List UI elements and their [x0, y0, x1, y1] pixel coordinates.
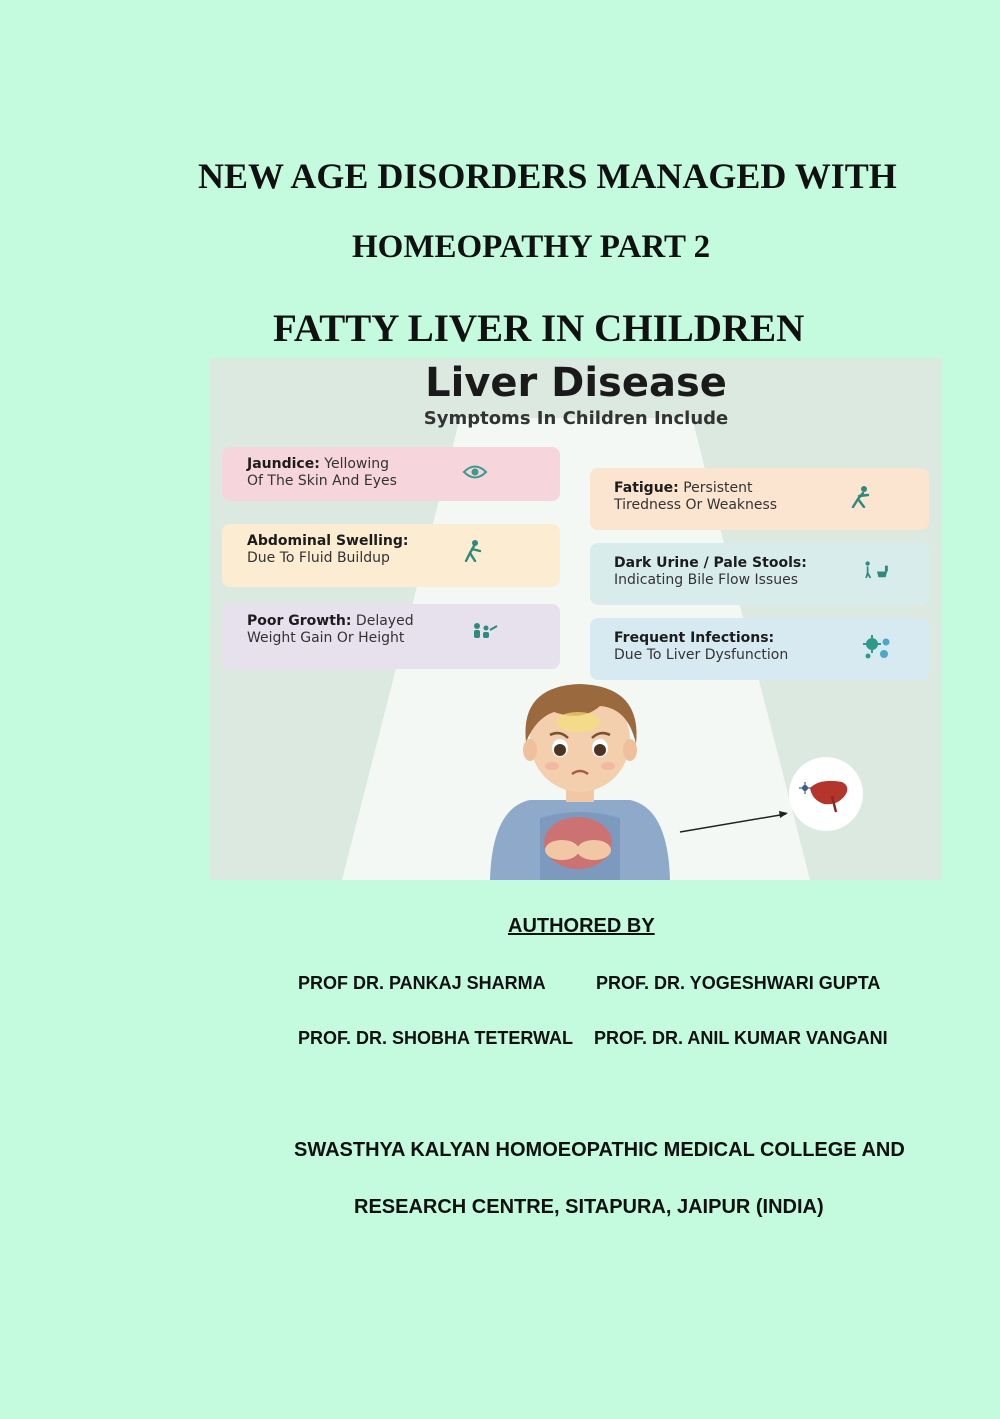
symptom-term: Dark Urine / Pale Stools: — [614, 555, 807, 571]
symptom-desc: Indicating Bile Flow Issues — [614, 572, 798, 588]
authored-by-heading: AUTHORED BY — [508, 915, 655, 937]
liver-disease-infographic — [210, 358, 942, 880]
symptom-card-poor-growth — [222, 604, 560, 669]
symptom-desc: Persistent — [678, 480, 753, 496]
symptom-desc: Due To Liver Dysfunction — [614, 647, 789, 663]
book-title-line-1: NEW AGE DISORDERS MANAGED WITH — [198, 156, 897, 196]
author-name: PROF. DR. YOGESHWARI GUPTA — [596, 973, 881, 993]
book-title-line-2: HOMEOPATHY PART 2 — [352, 229, 711, 265]
eye-icon — [462, 461, 488, 483]
symptom-desc: Of The Skin And Eyes — [247, 473, 397, 489]
author-name: PROF. DR. SHOBHA TETERWAL — [298, 1028, 574, 1048]
symptom-desc: Weight Gain Or Height — [247, 630, 405, 646]
symptom-card-dark-urine — [590, 543, 929, 605]
symptom-desc: Tiredness Or Weakness — [614, 497, 778, 513]
symptom-desc: Yellowing — [319, 456, 390, 472]
institution-line-2: RESEARCH CENTRE, SITAPURA, JAIPUR (INDIA) — [354, 1196, 824, 1218]
institution-line-1: SWASTHYA KALYAN HOMOEOPATHIC MEDICAL COLLEGE AND — [294, 1139, 905, 1161]
liver-icon — [788, 756, 864, 832]
symptom-term: Fatigue: — [614, 480, 679, 496]
infographic-title: Liver Disease — [425, 360, 727, 406]
symptom-term: Jaundice: — [247, 456, 320, 472]
infographic-subtitle: Symptoms In Children Include — [423, 408, 729, 429]
symptom-card-fatigue — [590, 468, 929, 530]
symptom-term: Poor Growth: — [247, 613, 352, 629]
toilet-icon — [864, 559, 890, 581]
symptom-card-jaundice — [222, 447, 560, 501]
author-name: PROF DR. PANKAJ SHARMA — [298, 973, 546, 993]
book-subtitle: FATTY LIVER IN CHILDREN — [273, 307, 805, 350]
tired-person-icon — [848, 486, 874, 508]
symptom-card-abdominal-swelling — [222, 524, 560, 587]
symptom-term: Abdominal Swelling: — [247, 533, 409, 549]
children-icon — [472, 620, 498, 642]
symptom-desc: Due To Fluid Buildup — [247, 550, 390, 566]
arrow-to-liver — [676, 768, 796, 838]
person-bending-icon — [460, 540, 486, 562]
author-name: PROF. DR. ANIL KUMAR VANGANI — [594, 1028, 888, 1048]
virus-icon — [860, 634, 894, 660]
symptom-card-frequent-infections — [590, 618, 929, 680]
sick-child-illustration — [470, 678, 690, 880]
symptom-term: Frequent Infections: — [614, 630, 775, 646]
symptom-desc: Delayed — [351, 613, 414, 629]
